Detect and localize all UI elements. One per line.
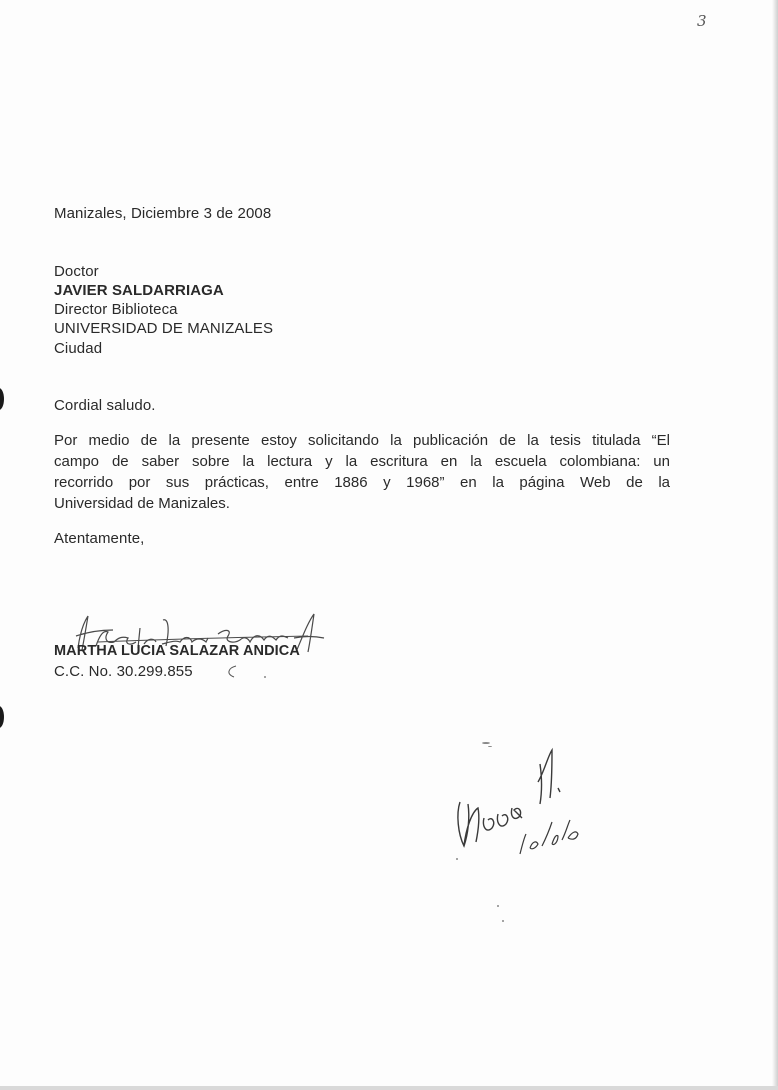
signer-id: C.C. No. 30.299.855 [54, 663, 193, 680]
scan-right-edge [772, 0, 778, 1090]
body-line: campo de saber sobre la lectura y la escritura en la escuela colombiana: un [54, 453, 670, 470]
date-line: Manizales, Diciembre 3 de 2008 [54, 205, 272, 222]
page-number: 3 [697, 12, 707, 30]
recipient-position: Director Biblioteca [54, 301, 178, 318]
scan-speck [456, 858, 458, 860]
receipt-handwriting [448, 742, 598, 872]
body-line: recorrido por sus prácticas, entre 1886 y 1968” en la página Web de la [54, 474, 670, 491]
body-line: Universidad de Manizales. [54, 495, 230, 512]
signature-flourish [222, 664, 242, 680]
scan-speck [482, 742, 490, 744]
body-paragraph [54, 430, 670, 514]
punch-hole-bottom [0, 706, 4, 728]
scan-speck [488, 746, 492, 747]
closing: Atentamente, [54, 530, 145, 547]
punch-hole-top [0, 388, 4, 410]
recipient-institution: UNIVERSIDAD DE MANIZALES [54, 320, 274, 337]
body-line: Por medio de la presente estoy solicitando la publicación de la tesis titulada “El [54, 432, 670, 449]
greeting: Cordial saludo. [54, 397, 156, 414]
scan-speck [264, 676, 266, 678]
scan-bottom-edge [0, 1086, 778, 1090]
signer-name: MARTHA LUCIA SALAZAR ANDICA [54, 643, 300, 659]
recipient-city: Ciudad [54, 340, 103, 357]
recipient-name: JAVIER SALDARRIAGA [54, 282, 224, 299]
scan-speck [497, 905, 499, 907]
recipient-title: Doctor [54, 263, 99, 280]
scan-speck [502, 920, 504, 922]
